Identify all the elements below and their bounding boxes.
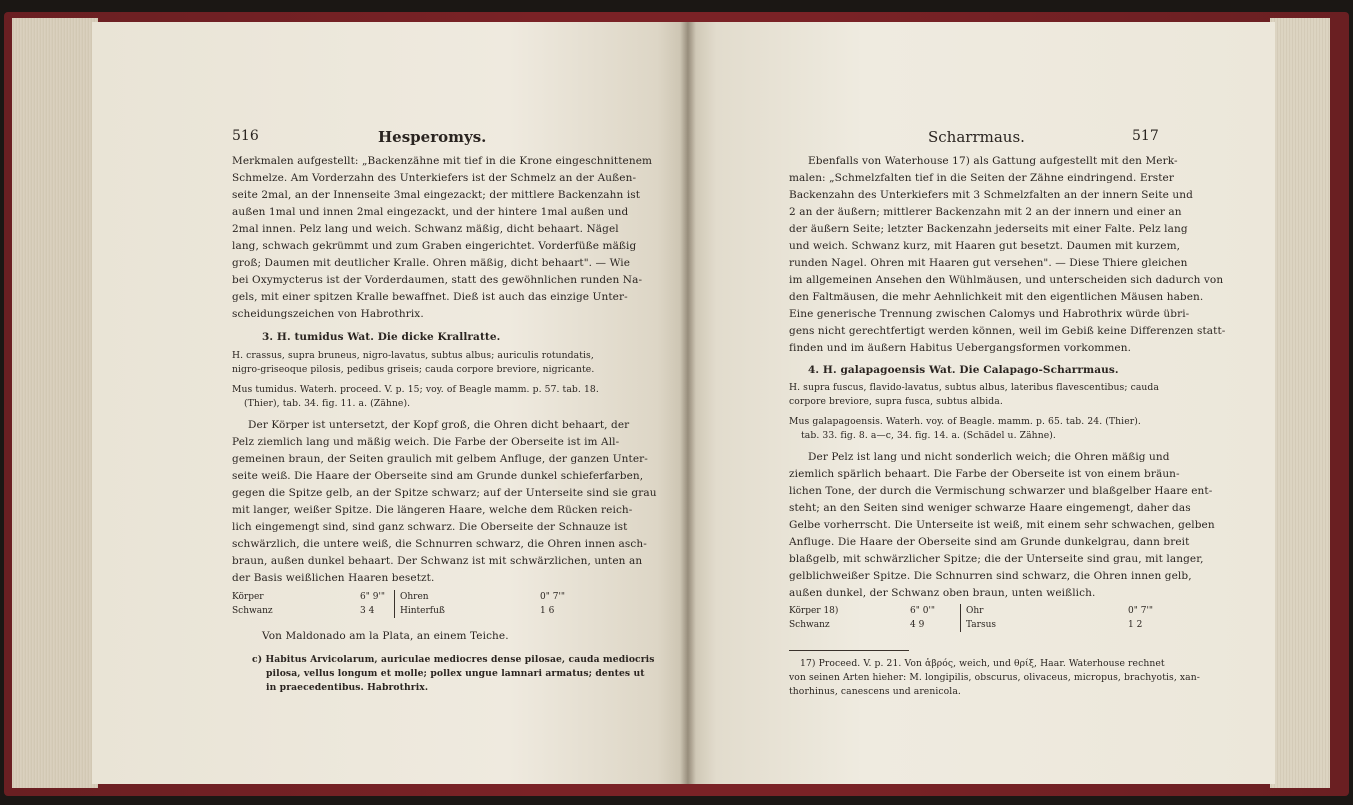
right-page-number: 517 <box>1132 128 1159 144</box>
right-diagnosis-line: H. supra fuscus, flavido-lavatus, subtus albus, lateribus flavescentibus; cauda <box>789 382 1159 393</box>
left-body-line: Merkmalen aufgestellt: „Backenzähne mit tief in die Krone eingeschnittenem <box>232 155 653 167</box>
right-diagnosis-line: corpore breviore, supra fusca, subtus albida. <box>789 396 1003 407</box>
left-body-line: seite 2mal, an der Innenseite 3mal eingezackt; der mittlere Backenzahn ist <box>232 189 641 201</box>
left-description-line: der Basis weißlichen Haaren besetzt. <box>232 572 435 584</box>
left-body-line: scheidungszeichen von Habrothrix. <box>232 308 424 320</box>
book-gutter <box>680 22 696 784</box>
right-body-line: runden Nagel. Ohren mit Haaren gut versehen". — Diese Thiere gleichen <box>789 257 1188 269</box>
measure-divider <box>394 590 395 618</box>
footnote-line: von seinen Arten hieher: M. longipilis, obscurus, olivaceus, micropus, brachyotis, xan- <box>789 672 1200 683</box>
right-synonymy-line: tab. 33. fig. 8. a—c, 34. fig. 14. a. (Schädel u. Zähne). <box>801 430 1056 441</box>
left-body-line: bei Oxymycterus ist der Vorderdaumen, statt des gewöhnlichen runden Na- <box>232 274 643 286</box>
right-description-line: ziemlich spärlich behaart. Die Farbe der Oberseite ist von einem bräun- <box>789 468 1180 480</box>
left-diagnosis-line: H. crassus, supra bruneus, nigro-lavatus, subtus albus; auriculis rotundatis, <box>232 350 594 361</box>
right-synonymy-line: Mus galapagoensis. Waterh. voy. of Beagle. mamm. p. 65. tab. 24. (Thier). <box>789 416 1141 427</box>
right-description-line: Anfluge. Die Haare der Oberseite sind am Grunde dunkelgrau, dann breit <box>789 536 1190 548</box>
measure-label: Schwanz <box>232 606 273 616</box>
right-body-line: den Faltmäusen, die mehr Aehnlichkeit mit den eigentlichen Mäusen haben. <box>789 291 1204 303</box>
right-body-line: Ebenfalls von Waterhouse 17) als Gattung aufgestellt mit den Merk- <box>808 155 1178 167</box>
left-body-line: groß; Daumen mit deutlicher Kralle. Ohren mäßig, dicht behaart". — Wie <box>232 257 631 269</box>
measure-label: Ohren <box>400 592 429 602</box>
right-description-line: lichen Tone, der durch die Vermischung schwarzer und blaßgelber Haare ent- <box>789 485 1213 497</box>
left-description-line: mit langer, weißer Spitze. Die längeren Haare, welche dem Rücken reich- <box>232 504 633 516</box>
right-description-line: Gelbe vorherrscht. Die Unterseite ist weiß, mit einem sehr schwachen, gelben <box>789 519 1215 531</box>
footnote-line: 17) Proceed. V. p. 21. Von ἁβρός, weich, und θρίξ, Haar. Waterhouse rechnet <box>800 658 1165 669</box>
right-body-line: der äußern Seite; letzter Backenzahn jederseits mit einer Falte. Pelz lang <box>789 223 1188 235</box>
right-description-line: gelblichweißer Spitze. Die Schnurren sind schwarz, die Ohren innen gelb, <box>789 570 1192 582</box>
left-body-line: Schmelze. Am Vorderzahn des Unterkiefers ist der Schmelz an der Außen- <box>232 172 637 184</box>
left-description-line: schwärzlich, die untere weiß, die Schnurren schwarz, die Ohren innen asch- <box>232 538 647 550</box>
measure-label: Körper <box>232 592 264 602</box>
left-section-c-line: c) Habitus Arvicolarum, auriculae mediocres dense pilosae, cauda mediocris <box>252 654 655 665</box>
measure-label: Ohr <box>966 606 984 616</box>
right-running-head: Scharrmaus. <box>928 128 1025 146</box>
measure-label: Hinterfuß <box>400 606 445 616</box>
left-body-line: außen 1mal und innen 2mal eingezackt, und der hintere 1mal außen und <box>232 206 629 218</box>
measure-value: 0" 7'" <box>1128 606 1154 616</box>
footnote-line: thorhinus, canescens und arenicola. <box>789 686 961 697</box>
right-description-line: außen dunkel, der Schwanz oben braun, unten weißlich. <box>789 587 1096 599</box>
left-description-line: lich eingemengt sind, sind ganz schwarz. Die Oberseite der Schnauze ist <box>232 521 628 533</box>
right-body-line: Backenzahn des Unterkiefers mit 3 Schmelzfalten an der innern Seite und <box>789 189 1193 201</box>
right-body-line: 2 an der äußern; mittlerer Backenzahn mit 2 an der innern und einer an <box>789 206 1182 218</box>
measure-label: Schwanz <box>789 620 830 630</box>
left-description-line: gegen die Spitze gelb, an der Spitze schwarz; auf der Unterseite sind sie grau <box>232 487 657 499</box>
left-description-line: Der Körper ist untersetzt, der Kopf groß, die Ohren dicht behaart, der <box>248 419 630 431</box>
measure-value: 6" 9'" <box>360 592 386 602</box>
left-running-head: Hesperomys. <box>378 128 487 146</box>
left-species-heading: 3. H. tumidus Wat. Die dicke Krallratte. <box>262 331 501 343</box>
measure-value: 3 4 <box>360 606 375 616</box>
left-description-line: braun, außen dunkel behaart. Der Schwanz ist mit schwärzlichen, unten an <box>232 555 643 567</box>
measure-label: Körper 18) <box>789 606 839 616</box>
measure-value: 4 9 <box>910 620 925 630</box>
page-edges-left <box>12 18 98 788</box>
right-body-line: Eine generische Trennung zwischen Calomys und Habrothrix würde übri- <box>789 308 1190 320</box>
right-body-line: gens nicht gerechtfertigt werden können, weil im Gebiß keine Differenzen statt- <box>789 325 1226 337</box>
page-edges-right <box>1270 18 1330 788</box>
right-body-line: und weich. Schwanz kurz, mit Haaren gut besetzt. Daumen mit kurzem, <box>789 240 1181 252</box>
measure-label: Tarsus <box>966 620 997 630</box>
measure-divider <box>960 604 961 632</box>
left-diagnosis-line: nigro-griseoque pilosis, pedibus griseis; cauda corpore breviore, nigricante. <box>232 364 595 375</box>
right-description-line: blaßgelb, mit schwärzlicher Spitze; die der Unterseite sind grau, mit langer, <box>789 553 1204 565</box>
measure-value: 0" 7'" <box>540 592 566 602</box>
right-description-line: Der Pelz ist lang und nicht sonderlich weich; die Ohren mäßig und <box>808 451 1170 463</box>
left-description-line: Pelz ziemlich lang und mäßig weich. Die Farbe der Oberseite ist im All- <box>232 436 620 448</box>
left-body-line: 2mal innen. Pelz lang und weich. Schwanz mäßig, dicht behaart. Nägel <box>232 223 619 235</box>
left-section-c-line: in praecedentibus. Habrothrix. <box>266 682 429 693</box>
right-body-line: malen: „Schmelzfalten tief in die Seiten der Zähne eindringend. Erster <box>789 172 1174 184</box>
right-species-heading: 4. H. galapagoensis Wat. Die Calapago-Scharrmaus. <box>808 364 1119 376</box>
footnote-rule <box>789 650 909 651</box>
left-page-number: 516 <box>232 128 259 144</box>
left-body-line: lang, schwach gekrümmt und zum Graben eingerichtet. Vorderfüße mäßig <box>232 240 637 252</box>
left-section-c-line: pilosa, vellus longum et molle; pollex ungue lamnari armatus; dentes ut <box>266 668 645 679</box>
left-description-line: gemeinen braun, der Seiten graulich mit gelbem Anfluge, der ganzen Unter- <box>232 453 648 465</box>
left-synonymy-line: (Thier), tab. 34. fig. 11. a. (Zähne). <box>244 398 411 409</box>
left-description-line: seite weiß. Die Haare der Oberseite sind am Grunde dunkel schieferfarben, <box>232 470 644 482</box>
left-synonymy-line: Mus tumidus. Waterh. proceed. V. p. 15; voy. of Beagle mamm. p. 57. tab. 18. <box>232 384 599 395</box>
measure-value: 6" 0'" <box>910 606 936 616</box>
measure-value: 1 6 <box>540 606 555 616</box>
right-body-line: finden und im äußern Habitus Uebergangsformen vorkommen. <box>789 342 1132 354</box>
left-body-line: gels, mit einer spitzen Kralle bewaffnet. Dieß ist auch das einzige Unter- <box>232 291 628 303</box>
measure-value: 1 2 <box>1128 620 1143 630</box>
right-description-line: steht; an den Seiten sind weniger schwarze Haare eingemengt, daher das <box>789 502 1191 514</box>
left-locality: Von Maldonado am la Plata, an einem Teiche. <box>262 630 509 642</box>
right-body-line: im allgemeinen Ansehen den Wühlmäusen, und unterscheiden sich dadurch von <box>789 274 1224 286</box>
